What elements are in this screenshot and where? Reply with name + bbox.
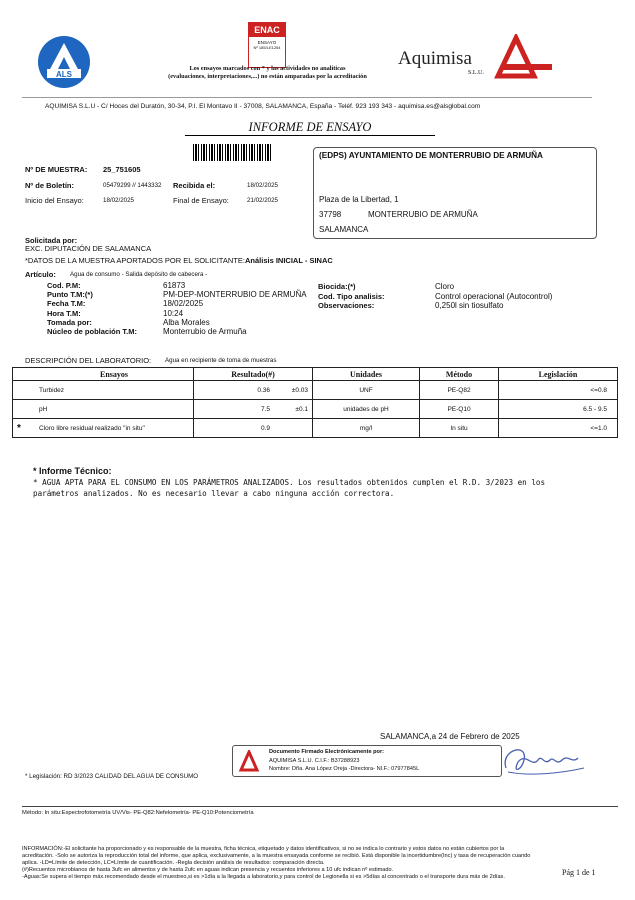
mark-header <box>13 368 36 381</box>
place-date: SALAMANCA,a 24 de Febrero de 2025 <box>380 732 520 741</box>
barcode <box>193 144 273 161</box>
bulletin-value: 05479299 // 1443332 <box>103 182 162 189</box>
accreditation-note: Los ensayos marcados con * y las actividades no analíticas (evaluaciones, interpretaciones,...) no están amparadas por la acreditación <box>168 65 367 80</box>
sample-field: Observaciones: 0,250l sin tiosulfato <box>318 301 504 310</box>
client-province: SALAMANCA <box>319 225 369 234</box>
company-address: AQUIMISA S.L.U - C/ Hoces del Duratón, 30-34, P.I. El Montavo II - 37008, SALAMANCA, España - Teléf. 923 193 343 - aquimisa.es@alsglobal.com <box>45 103 481 110</box>
end-label: Final de Ensayo: <box>173 196 229 205</box>
article-value: Agua de consumo - Salida depósito de cabecera - <box>70 271 208 278</box>
handwritten-signature <box>498 740 588 780</box>
bulletin-label: Nº de Boletín: <box>25 181 74 190</box>
col-header: Método <box>420 368 499 381</box>
data-note: *DATOS DE LA MUESTRA APORTADOS POR EL SOLICITANTE: <box>25 256 245 265</box>
header-divider <box>22 97 592 98</box>
col-header: Unidades <box>313 368 420 381</box>
table-row: Turbidez 0.36 ±0.03 UNF PE-Q82 <=0.8 <box>13 381 618 400</box>
sample-field: Hora T.M: 10:24 <box>47 308 184 318</box>
client-postcode: 37798 <box>319 210 342 219</box>
signature-box: Documento Firmado Electrónicamente por: AQUIMISA S.L.U. C.I.F.: B37288923 Nombre: Dña. Ana López Oreja -Directora- NI.F.: 07977845L <box>232 745 502 777</box>
sample-field: Cod. P.M: 61873 <box>47 281 186 290</box>
col-header: Ensayos <box>35 368 194 381</box>
results-table <box>12 367 618 438</box>
report-title: INFORME DE ENSAYO <box>185 120 435 136</box>
client-name: (EDPS) AYUNTAMIENTO DE MONTERRUBIO DE ARMUÑA <box>319 151 543 160</box>
start-value: 18/02/2025 <box>103 197 134 204</box>
table-row: pH 7.5 ±0.1 unidades de pH PE-Q10 6.5 - 9.5 <box>13 400 618 419</box>
technical-text: * AGUA APTA PARA EL CONSUMO EN LOS PARÁMETROS ANALIZADOS. Los resultados obtenidos cumplen el R.D. 3/2023 en los parámetros analizados. No es necesario llevar a cabo ninguna acción correctora. <box>33 478 546 498</box>
aquimisa-logo: Aquimisa S.L.U. <box>398 34 558 82</box>
col-header: Resultado(#) <box>194 368 313 381</box>
article-label: Artículo: <box>25 270 56 279</box>
received-label: Recibida el: <box>173 181 216 190</box>
requested-label: Solicitada por: <box>25 236 78 245</box>
analysis-type: Análisis INICIAL - SINAC <box>245 256 333 265</box>
sample-field: Biocida:(*) Cloro <box>318 282 455 291</box>
svg-text:ALS: ALS <box>56 70 72 79</box>
sample-field: Tomada por: Alba Morales <box>47 317 210 327</box>
info-note: INFORMACIÓN:-El solicitante ha proporcionado y es responsable de la muestra, ficha técnica, etiquetado y datos identificativos, si no se indica lo contrario y estos datos no están cubiertos por la acreditación. -Solo se autoriza la reproducción total del informe, que aplica, exclusivamente, a la muestra ensayada conforme se recibió. Está disponible la incertidumbre(Inc) y tasa de recuperación cuando aplica. -LD=Límite de detección, LC=Límite de cuantificación. -Regla decisión análisis de resultados: comparación directa. (#)Recuentos microbianos de hasta 3ufc en alimentos y de hasta 2ufc en aguas indican presencia y recuentos inferiores a 10 ufc indican nº estimado. -Aguas:Se supera el tiempo máx.recomendado desde el muestreo,si es >1día a la llegada a laboratorio,y para control de Legionella si es >5días al concentrado o el transporte dura más de 2días. <box>22 846 531 880</box>
lab-label: DESCRIPCIÓN DEL LABORATORIO: <box>25 356 152 365</box>
start-label: Inicio del Ensayo: <box>25 196 84 205</box>
aquimisa-small-icon <box>238 750 260 772</box>
sample-field: Núcleo de población T.M: Monterrubio de Armuña <box>47 326 247 336</box>
col-header: Legislación <box>499 368 618 381</box>
client-address: Plaza de la Libertad, 1 <box>319 195 399 204</box>
table-row: * Cloro libre residual realizado "in situ" 0.9 mg/l In situ <=1.0 <box>13 419 618 438</box>
enac-logo: ENAC ENSAYO Nº 185/LE1254 <box>248 22 286 68</box>
legislation-note: * Legislación: RD 3/2023 CALIDAD DEL AGUA DE CONSUMO <box>25 773 199 780</box>
als-logo <box>37 35 91 89</box>
lab-value: Agua en recipiente de toma de muestras <box>165 357 277 364</box>
sample-no: 25_751605 <box>103 165 141 174</box>
sample-field: Punto T.M:(*) PM-DEP-MONTERRUBIO DE ARMUÑA <box>47 290 307 300</box>
requested-value: EXC. DIPUTACIÓN DE SALAMANCA <box>25 244 152 253</box>
methods-note: Método: In situ:Espectrofotometría UV/Vis- PE-Q82:Nefelometría- PE-Q10:Potenciometría <box>22 810 254 816</box>
page-number: Pág 1 de 1 <box>562 868 596 877</box>
footer-divider <box>22 806 618 807</box>
sample-field: Cod. Tipo analisis: Control operacional (Autocontrol) <box>318 291 553 301</box>
client-town: MONTERRUBIO DE ARMUÑA <box>368 210 478 219</box>
sample-fields <box>47 281 317 336</box>
received-value: 18/02/2025 <box>247 182 278 189</box>
table-header-row <box>13 368 618 381</box>
sample-fields-right <box>318 282 608 311</box>
sample-field: Fecha T.M: 18/02/2025 <box>47 299 204 309</box>
end-value: 21/02/2025 <box>247 197 278 204</box>
sample-no-label: Nº DE MUESTRA: <box>25 165 88 174</box>
technical-title: * Informe Técnico: <box>33 466 112 476</box>
